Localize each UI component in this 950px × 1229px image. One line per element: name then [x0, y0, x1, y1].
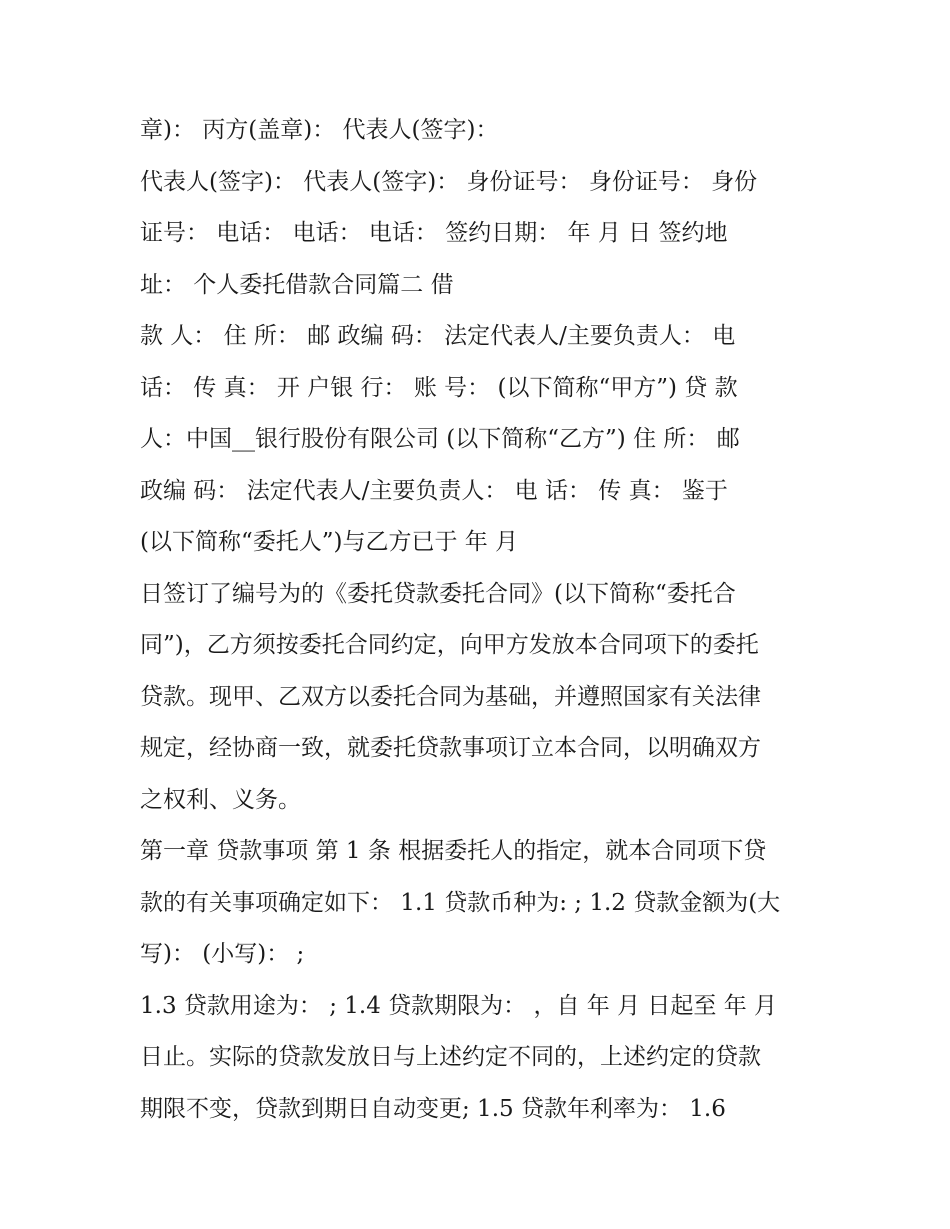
text-line: 之权利、义务。 — [140, 786, 301, 813]
text-line: 址： 个人委托借款合同篇二 借 — [140, 271, 454, 298]
text-line: 款 人： 住 所： 邮 政编 码： 法定代表人/主要负责人： 电 — [140, 323, 736, 349]
text-line: 款的有关事项确定如下： 1.1 贷款币种为: ; 1.2 贷款金额为(大 — [140, 889, 781, 916]
text-line: 第一章 贷款事项 第 1 条 根据委托人的指定，就本合同项下贷 — [140, 838, 767, 864]
text-line: 期限不变，贷款到期日自动变更; 1.5 贷款年利率为： 1.6 — [140, 1095, 726, 1122]
text-line: 代表人(签字)： 代表人(签字)： 身份证号： 身份证号： 身份 — [140, 168, 758, 195]
text-line: 政编 码： 法定代表人/主要负责人： 电 话： 传 真： 鉴于 — [140, 477, 728, 504]
text-line: 日止。实际的贷款发放日与上述约定不同的，上述约定的贷款 — [140, 1044, 761, 1070]
text-line: 章)： 丙方(盖章)： 代表人(签字)： — [140, 117, 499, 143]
text-line: 人：中国__银行股份有限公司 (以下简称“乙方”) 住 所： 邮 — [140, 426, 740, 452]
text-line: 1.3 贷款用途为： ; 1.4 贷款期限为： ，自 年 月 日起至 年 月 — [140, 992, 778, 1019]
text-line: 同”)，乙方须按委托合同约定，向甲方发放本合同项下的委托 — [140, 632, 759, 658]
text-line: 写)： (小写)： ; — [140, 941, 305, 967]
text-line: (以下简称“委托人”)与乙方已于 年 月 — [140, 529, 519, 555]
text-line: 贷款。现甲、乙双方以委托合同为基础，并遵照国家有关法律 — [140, 683, 761, 710]
document-body — [140, 108, 830, 1138]
text-line: 日签订了编号为的《委托贷款委托合同》(以下简称“委托合 — [140, 580, 736, 607]
text-line: 规定，经协商一致，就委托贷款事项订立本合同，以明确双方 — [140, 735, 761, 761]
text-line: 证号： 电话： 电话： 电话： 签约日期： 年 月 日 签约地 — [140, 220, 728, 246]
text-line: 话： 传 真： 开 户银 行： 账 号： (以下简称“甲方”) 贷 款 — [140, 374, 738, 401]
